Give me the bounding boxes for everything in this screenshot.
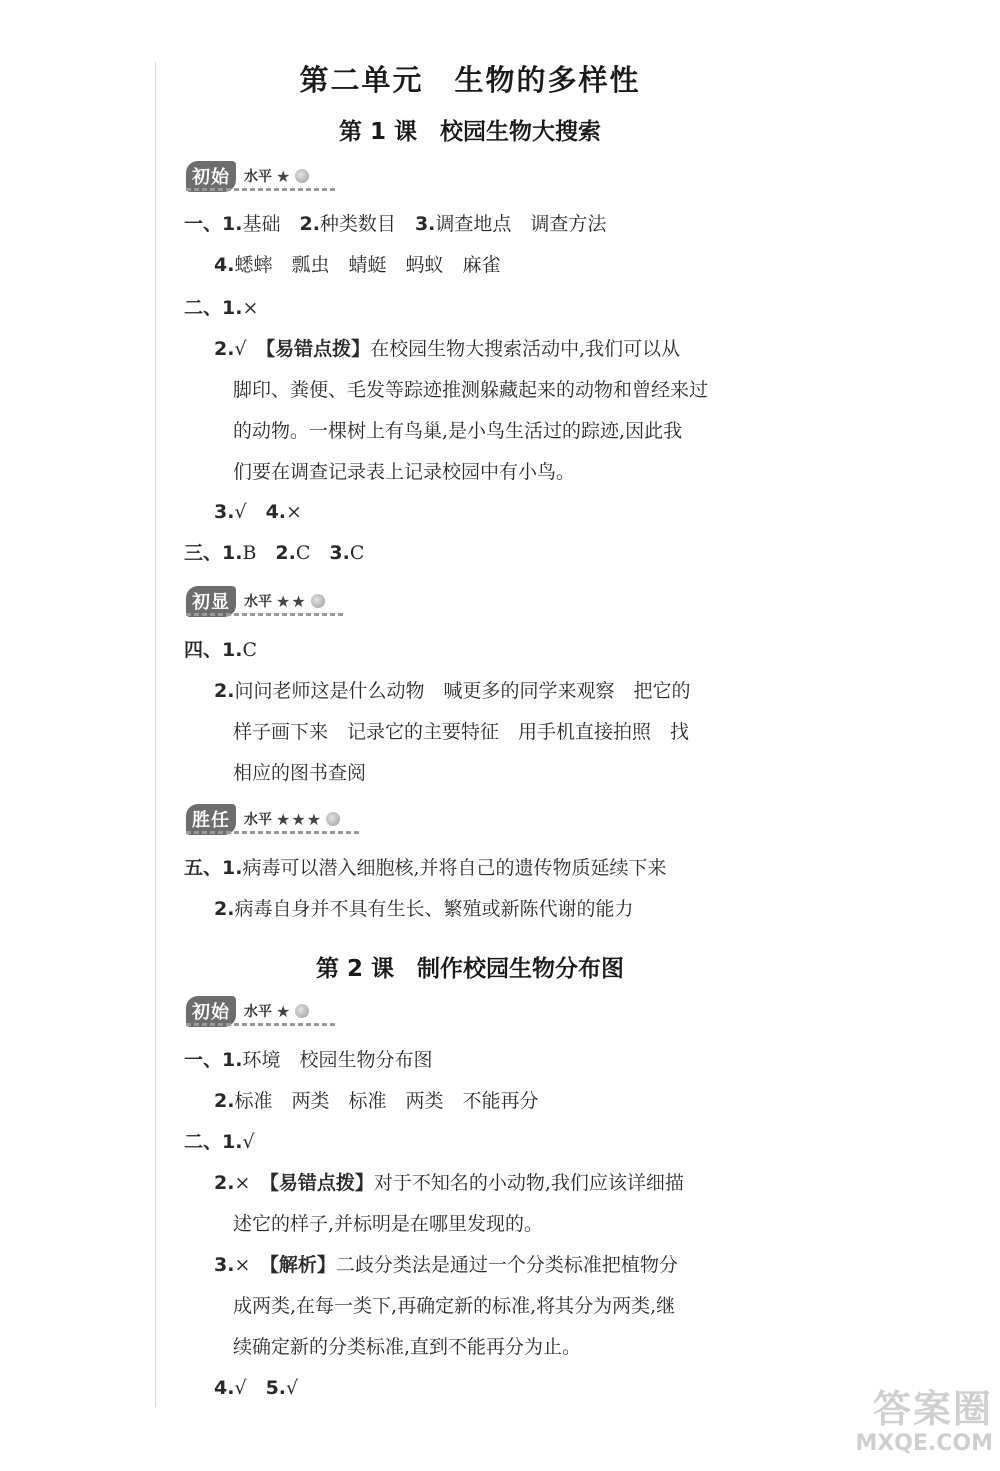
level-badge-initial xyxy=(186,995,309,1027)
decoration-icon xyxy=(295,1004,309,1018)
decoration-icon xyxy=(295,169,309,183)
explanation-line: 们要在调查记录表上记录校园中有小鸟。 xyxy=(233,461,576,483)
watermark-site: MXQE.COM xyxy=(855,1431,993,1456)
explanation-line: 的动物。一棵树上有鸟巢,是小鸟生活过的踪迹,因此我 xyxy=(233,420,683,442)
dotted-underline xyxy=(186,613,346,616)
answer-3: 三、1.B 2.C 3.C xyxy=(184,542,365,564)
explanation-line: 续确定新的分类标准,直到不能再分为止。 xyxy=(233,1336,582,1358)
level-badge-emerging xyxy=(186,585,325,617)
answer-2-1: 二、1.× xyxy=(184,297,259,319)
l2-answer-1-1: 一、1.环境 校园生物分布图 xyxy=(184,1049,433,1071)
star-icon: ★ xyxy=(276,1001,292,1021)
level-badge-initial xyxy=(186,160,309,192)
analysis-label: 【解析】 xyxy=(269,1254,336,1276)
answer-4-2: 2.问问老师这是什么动物 喊更多的同学来观察 把它的 xyxy=(214,680,691,702)
explanation-line: 脚印、粪便、毛发等踪迹推测躲藏起来的动物和曾经来过 xyxy=(233,379,709,401)
l2-answer-2-4: 4.√ 5.√ xyxy=(214,1377,299,1399)
unit-title: 第二单元 生物的多样性 xyxy=(299,63,641,97)
answer-1-1: 一、1.基础 2.种类数目 3.调查地点 调查方法 xyxy=(184,213,607,235)
l2-answer-1-2: 2.标准 两类 标准 两类 不能再分 xyxy=(214,1090,539,1112)
star-icon: ★★ xyxy=(276,591,307,611)
answer-4-1: 四、1.C xyxy=(184,639,257,661)
decoration-icon xyxy=(311,594,325,608)
decoration-icon xyxy=(326,812,340,826)
l2-answer-2-1: 二、1.√ xyxy=(184,1131,255,1153)
explanation-line: 相应的图书查阅 xyxy=(233,762,367,784)
tip-label: 【易错点拨】 xyxy=(265,338,371,360)
level-badge-text: 初始 xyxy=(186,161,236,192)
l2-answer-2-3: 3.× 【解析】二歧分类法是通过一个分类标准把植物分 xyxy=(214,1254,678,1276)
answer-1-4: 4.蟋蟀 瓢虫 蜻蜓 蚂蚁 麻雀 xyxy=(214,254,501,276)
explanation-line: 述它的样子,并标明是在哪里发现的。 xyxy=(233,1213,544,1235)
level-badge-competent xyxy=(186,803,340,835)
explanation-line: 样子画下来 记录它的主要特征 用手机直接拍照 找 xyxy=(233,721,690,743)
level-badge-text: 初显 xyxy=(186,586,236,617)
l2-answer-2-2: 2.× 【易错点拨】对于不知名的小动物,我们应该详细描 xyxy=(214,1172,684,1194)
level-badge-text: 胜任 xyxy=(186,804,236,835)
level-label: 水平 xyxy=(244,1004,272,1020)
dotted-underline xyxy=(186,831,361,834)
level-label: 水平 xyxy=(244,594,272,610)
lesson-2-title: 第 2 课 制作校园生物分布图 xyxy=(315,956,625,982)
page-margin-line xyxy=(155,62,156,1407)
dotted-underline xyxy=(186,1023,336,1026)
answer-2-3: 3.√ 4.× xyxy=(214,501,302,523)
level-badge-text: 初始 xyxy=(186,996,236,1027)
star-icon: ★ xyxy=(276,166,292,186)
star-icon: ★★★ xyxy=(276,809,323,829)
level-label: 水平 xyxy=(244,812,272,828)
answer-5-2: 2.病毒自身并不具有生长、繁殖或新陈代谢的能力 xyxy=(214,898,634,920)
explanation-line: 成两类,在每一类下,再确定新的标准,将其分为两类,继 xyxy=(233,1295,676,1317)
answer-5-1: 五、1.病毒可以潜入细胞核,并将自己的遗传物质延续下来 xyxy=(184,857,667,879)
level-label: 水平 xyxy=(244,169,272,185)
tip-label: 【易错点拨】 xyxy=(269,1172,374,1194)
dotted-underline xyxy=(186,188,336,191)
watermark-logo: 答案圈 xyxy=(872,1387,993,1431)
lesson-1-title: 第 1 课 校园生物大搜索 xyxy=(338,119,602,145)
watermark xyxy=(808,1378,993,1464)
answer-2-2: 2.√ 【易错点拨】在校园生物大搜索活动中,我们可以从 xyxy=(214,338,681,360)
